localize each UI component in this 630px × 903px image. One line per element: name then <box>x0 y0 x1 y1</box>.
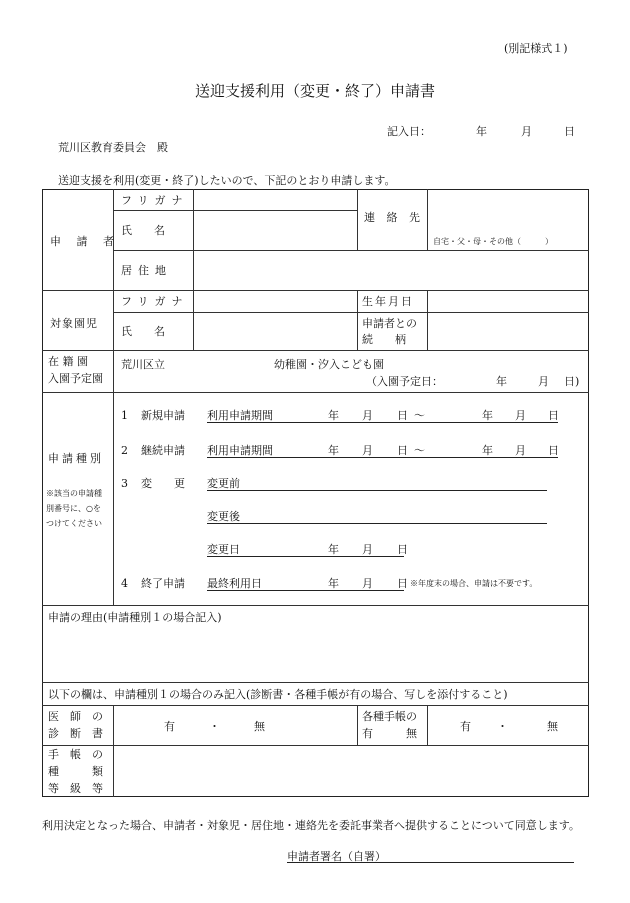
divider <box>42 705 589 706</box>
school-label-line2: 入園予定園 <box>48 372 103 385</box>
signature-label: 申請者署名（自署） <box>287 850 386 863</box>
application-type-label: 申請種別 <box>48 452 104 465</box>
consent-statement: 利用決定となった場合、申請者・対象児・居住地・連絡先を委託事業者へ提供することについて同意します。 <box>42 819 580 832</box>
child-furigana-label: フリガナ <box>121 295 189 308</box>
type-2-from-day: 日 <box>397 444 408 457</box>
applicant-section-label: 申 請 者 <box>50 235 120 248</box>
type-2-to-day: 日 <box>548 444 559 457</box>
planned-entry-label: （入園予定日： <box>366 375 443 388</box>
school-type: 幼稚園・汐入こども園 <box>274 358 384 371</box>
booklet-yes-option[interactable]: 有 <box>460 720 471 733</box>
final-use-year: 年 <box>328 577 339 590</box>
doctor-yes-option[interactable]: 有 <box>164 720 175 733</box>
booklet-label-line2: 有 無 <box>362 727 417 740</box>
applicant-address-field[interactable] <box>194 251 588 289</box>
type-2-from-year: 年 <box>328 444 339 457</box>
doctor-separator: ・ <box>209 720 220 733</box>
child-furigana-field[interactable] <box>194 291 356 311</box>
child-relation-label-line1: 申請者との <box>362 317 417 330</box>
doctor-label-line1: 医 師 の <box>48 710 103 723</box>
booklet-type-field[interactable] <box>114 746 588 796</box>
form-number: (別記様式１) <box>504 42 568 55</box>
reason-field[interactable] <box>43 626 588 681</box>
child-section-label: 対象園児 <box>50 317 98 330</box>
page-title: 送迎支援利用（変更・終了）申請書 <box>194 82 435 100</box>
booklet-label-line1: 各種手帳の <box>362 710 417 723</box>
divider <box>357 290 358 350</box>
type-1-field-label: 利用申請期間 <box>207 409 273 422</box>
applicant-name-field[interactable] <box>194 211 356 249</box>
change-before-field[interactable] <box>207 475 547 491</box>
type-1-from-month: 月 <box>362 409 373 422</box>
type-1-from-day: 日 <box>397 409 408 422</box>
type-1-to-month: 月 <box>515 409 526 422</box>
type-2-tilde: ～ <box>414 444 425 457</box>
child-relation-label-line2: 続 柄 <box>362 333 406 346</box>
divider <box>427 705 428 745</box>
divider <box>357 189 358 250</box>
booklet-no-option[interactable]: 無 <box>547 720 558 733</box>
date-month-label: 月 <box>521 125 532 138</box>
application-type-note: ※該当の申請種別番号に、○をつけてください <box>46 489 102 528</box>
planned-entry-month: 月 <box>538 375 549 388</box>
final-use-date-label: 最終利用日 <box>207 577 262 590</box>
type-4-label[interactable]: 終了申請 <box>141 577 185 590</box>
type-1-label[interactable]: 新規申請 <box>141 409 185 422</box>
type-2-from-month: 月 <box>362 444 373 457</box>
divider <box>357 705 358 745</box>
reason-label: 申請の理由(申請種別１の場合記入) <box>48 611 222 624</box>
applicant-address-label: 居住地 <box>121 264 172 277</box>
type-1-number[interactable]: 1 <box>121 409 128 422</box>
booklet-separator: ・ <box>497 720 508 733</box>
doctor-label-line2: 診 断 書 <box>48 727 103 740</box>
change-after-field[interactable] <box>207 508 547 524</box>
type-1-to-day: 日 <box>548 409 559 422</box>
divider <box>42 350 589 351</box>
date-label: 記入日： <box>387 125 431 138</box>
child-birthdate-field[interactable] <box>428 291 588 311</box>
booklet-type-label-line3: 等 級 等 <box>48 782 103 795</box>
child-relation-field[interactable] <box>428 313 588 349</box>
applicant-furigana-field[interactable] <box>194 190 356 210</box>
divider <box>113 189 114 392</box>
intro-text: 送迎支援を利用(変更・終了)したいので、下記のとおり申請します。 <box>58 174 396 187</box>
date-day-label: 日 <box>564 125 575 138</box>
divider <box>113 392 114 605</box>
child-name-label: 氏 名 <box>121 325 165 338</box>
applicant-name-label: 氏 名 <box>121 224 165 237</box>
school-label-line1: 在 籍 園 <box>48 355 88 368</box>
booklet-type-label-line2: 種 類 <box>48 765 103 778</box>
school-name-field[interactable] <box>168 352 268 370</box>
child-name-field[interactable] <box>194 313 356 349</box>
final-use-day: 日 <box>397 577 408 590</box>
applicant-furigana-label: フリガナ <box>121 194 189 207</box>
type-1-from-year: 年 <box>328 409 339 422</box>
type-2-to-year: 年 <box>482 444 493 457</box>
child-birthdate-label: 生年月日 <box>362 295 414 308</box>
type-4-number[interactable]: 4 <box>121 577 128 590</box>
planned-entry-day: 日) <box>564 375 580 388</box>
divider <box>42 392 589 393</box>
planned-entry-year: 年 <box>496 375 507 388</box>
type-1-to-year: 年 <box>482 409 493 422</box>
applicant-contact-label: 連 絡 先 <box>364 211 424 224</box>
change-date-day: 日 <box>397 543 408 556</box>
type-2-number[interactable]: 2 <box>121 444 128 457</box>
contact-relation-options[interactable]: 自宅・父・母・その他（ ） <box>433 237 553 246</box>
change-before-label: 変更前 <box>207 477 240 490</box>
change-date-month: 月 <box>362 543 373 556</box>
end-of-year-note: ※年度末の場合、申請は不要です。 <box>410 579 538 588</box>
type-2-label[interactable]: 継続申請 <box>141 444 185 457</box>
doctor-no-option[interactable]: 無 <box>254 720 265 733</box>
type-3-label[interactable]: 変 更 <box>141 477 185 490</box>
type-2-to-month: 月 <box>515 444 526 457</box>
divider <box>42 682 589 683</box>
final-use-month: 月 <box>362 577 373 590</box>
type-3-number[interactable]: 3 <box>121 477 128 490</box>
divider <box>42 605 589 606</box>
school-prefix: 荒川区立 <box>121 358 165 371</box>
type-2-field-label: 利用申請期間 <box>207 444 273 457</box>
addressee: 荒川区教育委員会 殿 <box>58 141 168 154</box>
change-after-label: 変更後 <box>207 510 240 523</box>
change-date-label: 変更日 <box>207 543 240 556</box>
date-year-label: 年 <box>476 125 487 138</box>
change-date-year: 年 <box>328 543 339 556</box>
lower-section-note: 以下の欄は、申請種別１の場合のみ記入(診断書・各種手帳が有の場合、写しを添付すること) <box>48 688 508 701</box>
type-1-tilde: ～ <box>414 409 425 422</box>
booklet-type-label-line1: 手 帳 の <box>48 748 103 761</box>
